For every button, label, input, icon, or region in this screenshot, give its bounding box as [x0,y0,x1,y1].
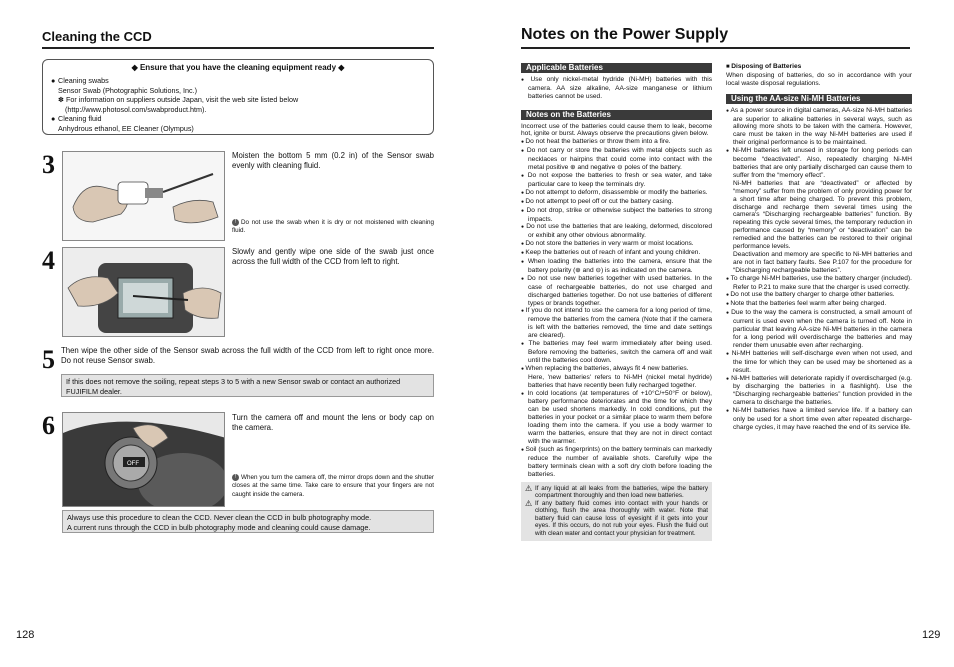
leak-warning-box [521,482,712,541]
battery-note: ● In cold locations (at temperatures of +10°C/+50°F or below), battery performance deteriorates and the time for which they can be used shortens markedly. In cold conditions, put the batteries in your pocket or a similar place to warm them before loading them into the camera. If you use a body warmer to warm the batteries, ensure that they are not in direct contact with the warmer. [521,390,712,446]
nimh-heading: Using the AA-size Ni-MH Batteries [726,94,912,104]
fluid-label: Cleaning fluid [58,114,102,123]
equipment-title [43,63,433,72]
swabs-label: Cleaning swabs [58,76,109,85]
nimh-note: ● Ni-MH batteries left unused in storage for long periods can become “deactivated”. Also, repeatedly charging Ni-MH batteries that are only partially discharged can cause them to suffer from the “memory effect”. [726,147,912,180]
warning-text: If any liquid at all leaks from the batteries, wipe the battery compartment thoroughly and then load new batteries. [535,484,708,500]
diamond-icon: ◆ [131,63,138,72]
nimh-paragraph: Ni-MH batteries that are “deactivated” or affected by “memory” suffer from the problem of only providing power for a short time after being charged. To prevent this problem, discharge and recharge them several times using the camera's “Discharging rechargeable batteries” function. By repeating this cycle several times, the temporary reduction in performance caused by “memory” or “deactivation” can be remedied and the batteries can be restored to their original performance levels. [733,179,912,251]
equipment-title-text: Ensure that you have the cleaning equipment ready [139,63,337,72]
step-number: 5 [42,345,55,374]
battery-note: ● Do not store the batteries in very warm or moist locations. [521,240,712,249]
battery-note: ● Do not attempt to deform, disassemble or modify the batteries. [521,189,712,198]
step-number: 6 [42,411,55,440]
nimh-note: ● Note that the batteries feel warm after being charged. [726,300,912,309]
page-number: 129 [922,629,941,641]
nimh-paragraph: Deactivation and memory are specific to Ni-MH batteries and are not in fact battery faults. See P.107 for the procedure for “Discharging rechargeable batteries”. [733,250,912,274]
battery-note: ● Do not use the batteries that are leaking, deformed, discolored or exhibit any other obvious abnormality. [521,223,712,240]
nimh-note: ● Ni-MH batteries will self-discharge even when not used, and the time for which they can be used may be shortened as a result. [726,350,912,375]
battery-note: ● When loading the batteries into the camera, ensure that the battery polarity (⊕ and ⊖) is as indicated on the camera. [521,258,712,275]
nimh-note: ● Due to the way the camera is constructed, a small amount of current is used even when the camera is turned off. Note in particular that leaving AA-size Ni-MH batteries in the camera for a long period will overdischarge the batteries and may render them unusable even after recharging. [726,309,912,350]
warning-triangle-icon: ⚠ [525,483,533,493]
swab-moisten-illustration [62,151,225,241]
column-1 [521,63,712,541]
warning-box [62,510,434,533]
step6-text: Turn the camera off and mount the lens or body cap on the camera. [232,413,434,432]
step5-text: Then wipe the other side of the Sensor swab across the full width of the CCD from left to right once more. Do not reuse Sensor swab. [61,346,434,365]
nimh-note: ● Do not use the battery charger to charge other batteries. [726,291,912,300]
column-2 [726,63,912,432]
battery-note: ● Do not attempt to peel off or cut the battery casing. [521,198,712,207]
nimh-note: ● As a power source in digital cameras, AA-size Ni-MH batteries are superior to alkaline batteries in several ways, such as allowing more shots to be taken with the camera. However, care must be taken in the way Ni-MH batteries are used if their original performance is to be maintained. [726,107,912,148]
caution-icon: ! [232,219,239,226]
warning-triangle-icon: ⚠ [525,498,533,508]
dial-off-label: OFF [127,461,139,467]
disposing-text: When disposing of batteries, do so in accordance with your local waste disposal regulations. [726,71,912,87]
swabs-url: (http://www.photosol.com/swabproduct.htm). [65,104,207,114]
battery-note: ● Soil (such as fingerprints) on the battery terminals can markedly reduce the number of available shots. Carefully wipe the battery terminals clean with a soft dry cloth before loading the batteries. [521,446,712,479]
applicable-text: ● Use only nickel-metal hydride (Ni-MH) batteries with this camera. AA size alkaline, AA-size manganese or lithium batteries cannot be used. [521,76,712,101]
camera-off-illustration [62,412,225,507]
step6-note [232,474,434,499]
warning-row [525,500,708,538]
swabs-note: ✽ For information on suppliers outside Japan, visit the web site listed below [58,95,299,104]
right-page [477,0,954,667]
warning-text: If any battery fluid comes into contact with your hands or clothing, flush the area thoroughly with water. Note that battery fluid can cause loss of eyesight if it gets into your eyes. If this occurs, do not rub your eyes. Flush the fluid out with clean water and contact your physician for treatment. [535,499,708,538]
battery-note: ● Do not drop, strike or otherwise subject the batteries to strong impacts. [521,207,712,224]
nimh-note: ● Ni-MH batteries will deteriorate rapidly if overdischarged (e.g. by discharging the batteries in a flashlight). Use the “Discharging rechargeable batteries” function provided in the camera to discharge the batteries. [726,375,912,408]
step6-note-text: When you turn the camera off, the mirror drops down and the shutter closes at the same time. Take care to ensure that your fingers are not caught inside the camera. [232,474,434,498]
warning-row [525,485,708,500]
battery-note: ● If you do not intend to use the camera for a long period of time, remove the batteries from the camera (Note that if the camera is left with the batteries removed, the time and date settings are cleared). [521,307,712,340]
title-rule [521,47,910,49]
swabs-detail: Sensor Swab (Photographic Solutions, Inc.) [58,85,198,95]
fluid-detail: Anhydrous ethanol, EE Cleaner (Olympus) [58,123,194,133]
repeat-steps-box: If this does not remove the soiling, repeat steps 3 to 5 with a new Sensor swab or contact an authorized FUJIFILM dealer. [61,374,434,397]
page-number: 128 [16,629,35,641]
warning-line: A current runs through the CCD in bulb photography mode and cleaning could cause damage. [67,522,371,532]
step-number: 3 [42,150,55,179]
battery-note: ● Do not carry or store the batteries with metal objects such as necklaces or hairpins that could come into contact with the metal positive ⊕ and negative ⊖ poles of the battery. [521,147,712,172]
step-number: 4 [42,246,55,275]
battery-note: ● When replacing the batteries, always fit 4 new batteries. [521,365,712,374]
new-batteries-note: Here, 'new batteries' refers to Ni-MH (nickel metal hydride) batteries that have recently been fully recharged together. [528,373,712,389]
section-title: Cleaning the CCD [42,29,152,44]
battery-note: ● Do not heat the batteries or throw them into a fire. [521,138,712,147]
nimh-note: ● To charge Ni-MH batteries, use the battery charger (included). Refer to P.21 to make sure that the charger is used correctly. [726,275,912,292]
step3-note-text: Do not use the swab when it is dry or not moistened with cleaning fluid. [232,219,434,235]
battery-note: ● Do not use new batteries together with used batteries. In the case of rechargeable batteries, do not use charged and discharged batteries together. Do not use batteries of different types or brands together. [521,275,712,308]
notes-heading: Notes on the Batteries [521,110,712,120]
ccd-wipe-illustration [62,247,225,337]
disposing-heading: ■ Disposing of Batteries [726,63,912,72]
diamond-icon: ◆ [338,63,345,72]
battery-note: ● Do not expose the batteries to fresh or sea water, and take particular care to keep the terminals dry. [521,172,712,189]
bullet-icon: ● [51,114,56,123]
battery-note: ● Keep the batteries out of reach of infant and young children. [521,249,712,258]
section-rule [42,47,434,49]
step4-text: Slowly and gently wipe one side of the swab just once across the full width of the CCD from left to right. [232,247,434,266]
caution-icon: ! [232,474,239,481]
step3-note [232,219,434,236]
applicable-heading: Applicable Batteries [521,63,712,73]
battery-note: ● The batteries may feel warm immediately after being used. Before removing the batteries, switch the camera off and wait until the batteries cool down. [521,340,712,365]
equipment-list [51,76,298,133]
notes-intro: Incorrect use of the batteries could cause them to leak, become hot, ignite or burst. Always observe the precautions given below. [521,122,712,138]
warning-line: Always use this procedure to clean the CCD. Never clean the CCD in bulb photography mode. [67,513,372,522]
page-title: Notes on the Power Supply [521,26,729,43]
bullet-icon: ● [51,76,56,85]
nimh-note: ● Ni-MH batteries have a limited service life. If a battery can only be used for a short time even after repeated discharge-charge cycles, it may have reached the end of its service life. [726,407,912,432]
step3-text: Moisten the bottom 5 mm (0.2 in) of the Sensor swab evenly with cleaning fluid. [232,151,434,170]
equipment-box [42,59,434,135]
